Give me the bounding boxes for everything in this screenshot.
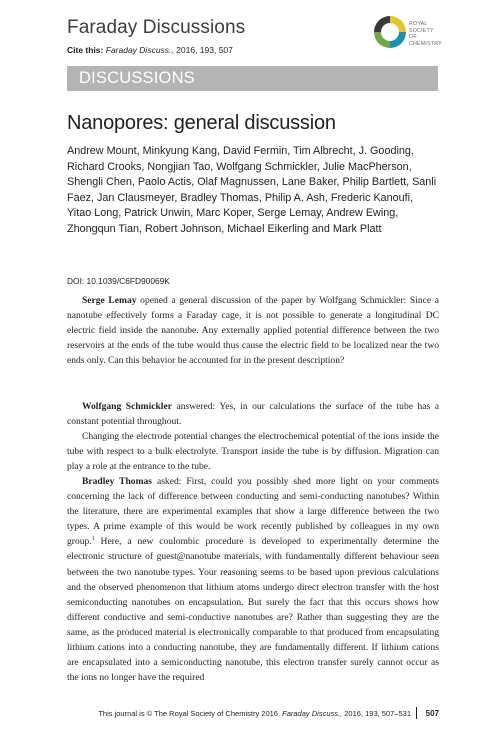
discussion-paragraph: [67, 399, 439, 474]
cite-journal: Faraday Discuss.,: [105, 45, 174, 55]
page-number: 507: [425, 709, 439, 718]
footer-divider: [416, 707, 417, 719]
journal-name: Faraday Discussions: [67, 17, 246, 38]
section-label: DISCUSSIONS: [79, 69, 195, 87]
cite-details: 2016, 193, 507: [176, 45, 233, 55]
reference-marker[interactable]: 1: [91, 536, 95, 543]
rsc-emblem-icon: [373, 15, 407, 49]
speaker-name: Wolfgang Schmickler: [82, 401, 172, 412]
paragraph-text: answered: Yes, in our calculations the surface of the tube has a constant potential throughout.: [67, 401, 440, 428]
speaker-name: Bradley Thomas: [82, 476, 153, 487]
rsc-wordmark: [409, 21, 442, 47]
paragraph-text: Changing the electrode potential changes the electrochemical potential of the ions inside the tube with respect to a bulk electrolyte. Transport inside the tube is by diffusion. Migration can play a role at the entrance to the tube.: [67, 431, 439, 473]
rsc-line-2: OF CHEMISTRY: [409, 34, 442, 47]
rsc-line-1: ROYAL SOCIETY: [409, 21, 434, 34]
speaker-name: Serge Lemay: [82, 295, 137, 306]
paragraph-text-continued: Here, a new coulombic procedure is developed to experimentally determine the electronic structure of guest@nanotube materials, with fundamentally different behaviour seen between the two nanotube types. Your reasoning seems to be based upon previous calculations and the observed phenomenon that lithium atoms undergo direct electron transfer with the host semiconducting nanotubes on encapsulation. But surely the fact that this occurs shows how different conductive and semi-conductive nanotubes are? Rather than suggesting they are the same, as the produced material is electronically comparable to that produced from encapsulating lithium cations into a conducting nanotube, they are fundamentally different. If lithium cations are encapsulated into a semiconducting nanotube, this electron transfer surely cannot occur as the ions no longer have the required: [67, 536, 439, 684]
footer-copyright: This journal is © The Royal Society of Chemistry 2016 Faraday Discuss., 2016, 193, 507–531: [98, 709, 411, 718]
discussion-paragraph: [67, 293, 439, 368]
rsc-logo: [373, 10, 442, 58]
author-list: Andrew Mount, Minkyung Kang, David Fermin, Tim Albrecht, J. Gooding, Richard Crooks, Nongjian Tao, Wolfgang Schmickler, Julie MacPherson, Shengli Chen, Paolo Actis, Olaf Magnussen, Lane Baker, Philip Bartlett, Sanli Faez, Jan Clausmeyer, Bradley Thomas, Philip A. Ash, Frederic Kanoufi, Yitao Long, Patrick Unwin, Marc Koper, Serge Lemay, Andrew Ewing, Zhongqun Tian, Robert Johnson, Michael Eikerling and Mark Platt: [67, 145, 437, 235]
citation-line: [67, 45, 233, 55]
cite-prefix: Cite this:: [67, 45, 104, 55]
discussion-paragraph: [67, 474, 439, 685]
section-banner: [67, 66, 438, 91]
paragraph-text: opened a general discussion of the paper by Wolfgang Schmickler: Since a nanotube effectively forms a Faraday cage, it is not possible to generate a longitudinal DC electric field inside the nanotube. Any externally applied potential difference between the two reservoirs at the ends of the tube would thus cause the electric field to be localized near the two ends only. Can this behavior be accounted for in the present description?: [67, 295, 440, 367]
doi-line[interactable]: DOI: 10.1039/C6FD90069K: [67, 276, 170, 286]
article-title: Nanopores: general discussion: [67, 112, 336, 134]
paragraph-text: asked: First, could you possibly shed more light on your comments concerning the lack of difference between conducting and semi-conducting nanotubes? Within the literature, there are experimental examples that show a large difference between the two types. A prime example of this would be work recently published by colleagues in my own group.: [67, 476, 439, 548]
